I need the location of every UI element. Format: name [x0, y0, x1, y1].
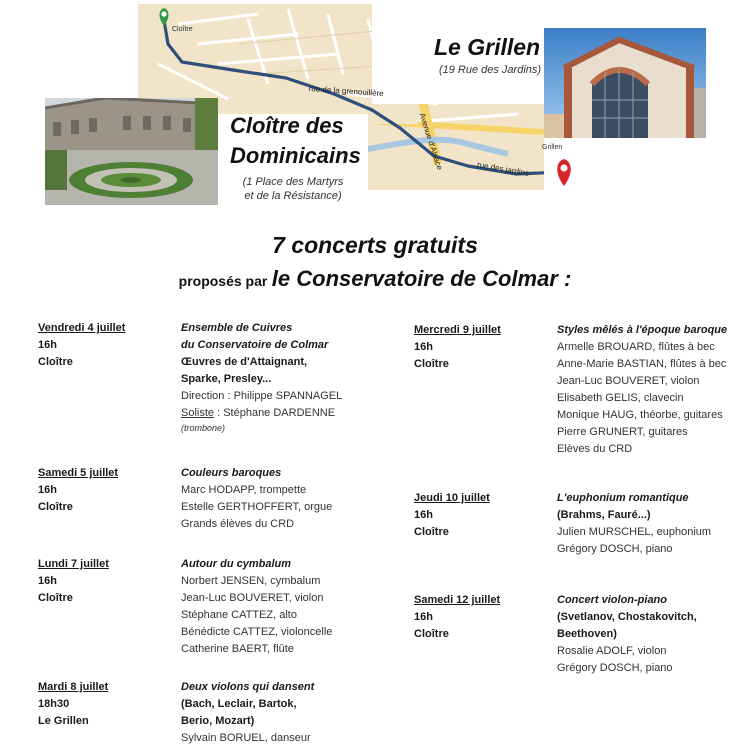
concert-works: (Brahms, Fauré...)	[557, 509, 651, 521]
concert-works: Sparke, Presley...	[181, 373, 272, 385]
concert-performer: Monique HAUG, théorbe, guitares	[557, 409, 723, 421]
concert-date: Jeudi 10 juillet	[414, 492, 490, 504]
concert-time: 16h	[414, 611, 433, 623]
concert-performer: Anne-Marie BASTIAN, flûtes à bec	[557, 358, 727, 370]
concert-time: 18h30	[38, 698, 70, 710]
concert-performer: Grégory DOSCH, piano	[557, 662, 673, 674]
concert-performer: Pierre GRUNERT, guitares	[557, 426, 688, 438]
concert-date-block	[38, 679, 108, 730]
concert-place: Cloître	[414, 358, 449, 370]
cloitre-dominicains-photo	[45, 98, 218, 205]
map-label-cloitre: Cloître	[172, 26, 193, 33]
concert-date-block	[38, 320, 125, 371]
concert-works: (Svetlanov, Chostakovitch,	[557, 611, 697, 623]
venue-cloitre-address-line2: et de la Résistance)	[244, 190, 342, 202]
concert-performer: Bénédicte CATTEZ, violoncelle	[181, 626, 333, 638]
concert-title-line: Styles mêlés à l'époque baroque	[557, 324, 728, 336]
venue-cloitre-name-line1: Cloître des	[230, 113, 344, 138]
concert-performer: Norbert JENSEN, cymbalum	[181, 575, 321, 587]
concert-title-line: L'euphonium romantique	[557, 492, 689, 504]
concert-place: Cloître	[38, 592, 73, 604]
concert-date: Lundi 7 juillet	[38, 558, 109, 570]
concert-place: Le Grillen	[38, 715, 89, 727]
concert-date-block	[414, 592, 500, 643]
concert-place: Cloître	[38, 501, 73, 513]
concert-title-line: Ensemble de Cuivres	[181, 322, 293, 334]
concert-date-block	[414, 322, 501, 373]
concert-details	[181, 679, 314, 747]
concert-time: 16h	[414, 341, 433, 353]
concert-title-line: du Conservatoire de Colmar	[181, 339, 329, 351]
concert-note: (trombone)	[181, 423, 226, 433]
concert-performer: Stéphane CATTEZ, alto	[181, 609, 297, 621]
concert-time: 16h	[38, 484, 57, 496]
concert-details	[557, 592, 697, 677]
concert-works: (Bach, Leclair, Bartok,	[181, 698, 297, 710]
concert-time: 16h	[414, 509, 433, 521]
concert-date-block	[38, 465, 118, 516]
destination-pin-icon	[552, 156, 576, 188]
concert-performer: Elisabeth GELIS, clavecin	[557, 392, 684, 404]
venue-le-grillen-address: (19 Rue des Jardins)	[438, 64, 542, 76]
concert-date-block	[38, 556, 109, 607]
concert-performer: Jean-Luc BOUVERET, violon	[557, 375, 700, 387]
soloist-label: Soliste	[181, 407, 215, 419]
concert-place: Cloître	[414, 628, 449, 640]
concert-date: Samedi 12 juillet	[414, 594, 501, 606]
concert-date: Vendredi 4 juillet	[38, 322, 126, 334]
venue-cloitre-name-line2: Dominicains	[230, 143, 361, 168]
concert-performer: Grégory DOSCH, piano	[557, 543, 673, 555]
concert-details	[181, 465, 332, 533]
concert-title-line: Couleurs baroques	[181, 467, 282, 479]
concert-place: Cloître	[414, 526, 449, 538]
concert-works: Berio, Mozart)	[181, 715, 255, 727]
concert-details	[181, 320, 342, 435]
concert-direction: Direction : Philippe SPANNAGEL	[181, 390, 343, 402]
concert-details	[557, 490, 711, 558]
headline-organizer	[0, 266, 750, 292]
map-label-avenue-alsace: Avenue d'Alsace	[417, 112, 445, 172]
soloist-name: : Stéphane DARDENNE	[214, 407, 336, 419]
concert-date: Samedi 5 juillet	[38, 467, 119, 479]
venue-le-grillen-name: Le Grillen	[434, 34, 541, 60]
headline-concerts: 7 concerts gratuits	[272, 232, 478, 258]
headline-prefix: proposés par	[178, 273, 268, 289]
concert-performer: Sylvain BORUEL, danseur	[181, 732, 311, 744]
concert-performer: Rosalie ADOLF, violon	[557, 645, 667, 657]
concert-performer: Armelle BROUARD, flûtes à bec	[557, 341, 715, 353]
concert-works: Œuvres de d'Attaignant,	[181, 356, 308, 368]
venue-cloitre-address-line1: (1 Place des Martyrs	[242, 176, 344, 188]
map-label-rue-jardins: rue des jardins	[476, 160, 530, 178]
le-grillen-photo	[544, 28, 706, 138]
concert-soloist	[181, 405, 342, 422]
concert-works: Beethoven)	[557, 628, 617, 640]
concert-title-line: Deux violons qui dansent	[181, 681, 315, 693]
concert-performer: Jean-Luc BOUVERET, violon	[181, 592, 324, 604]
concert-date-block	[414, 490, 490, 541]
concert-performer: Marc HODAPP, trompette	[181, 484, 307, 496]
concert-time: 16h	[38, 575, 57, 587]
headline-conservatoire: le Conservatoire de Colmar :	[271, 266, 572, 291]
concert-details	[557, 322, 727, 458]
concert-performer: Elèves du CRD	[557, 443, 633, 455]
concert-performer: Catherine BAERT, flûte	[181, 643, 294, 655]
concert-date: Mercredi 9 juillet	[414, 324, 501, 336]
concert-performer: Estelle GERTHOFFERT, orgue	[181, 501, 333, 513]
map-label-grillen: Grillen	[542, 144, 563, 151]
concert-title-line: Concert violon-piano	[557, 594, 667, 606]
map-label-rue-grenouillere: rue de la grenouillère	[308, 84, 384, 99]
concert-performer: Julien MURSCHEL, euphonium	[557, 526, 712, 538]
concert-time: 16h	[38, 339, 57, 351]
concert-performer: Grands élèves du CRD	[181, 518, 295, 530]
concert-place: Cloître	[38, 356, 73, 368]
concert-details	[181, 556, 332, 658]
concert-date: Mardi 8 juillet	[38, 681, 109, 693]
concert-title-line: Autour du cymbalum	[181, 558, 292, 570]
